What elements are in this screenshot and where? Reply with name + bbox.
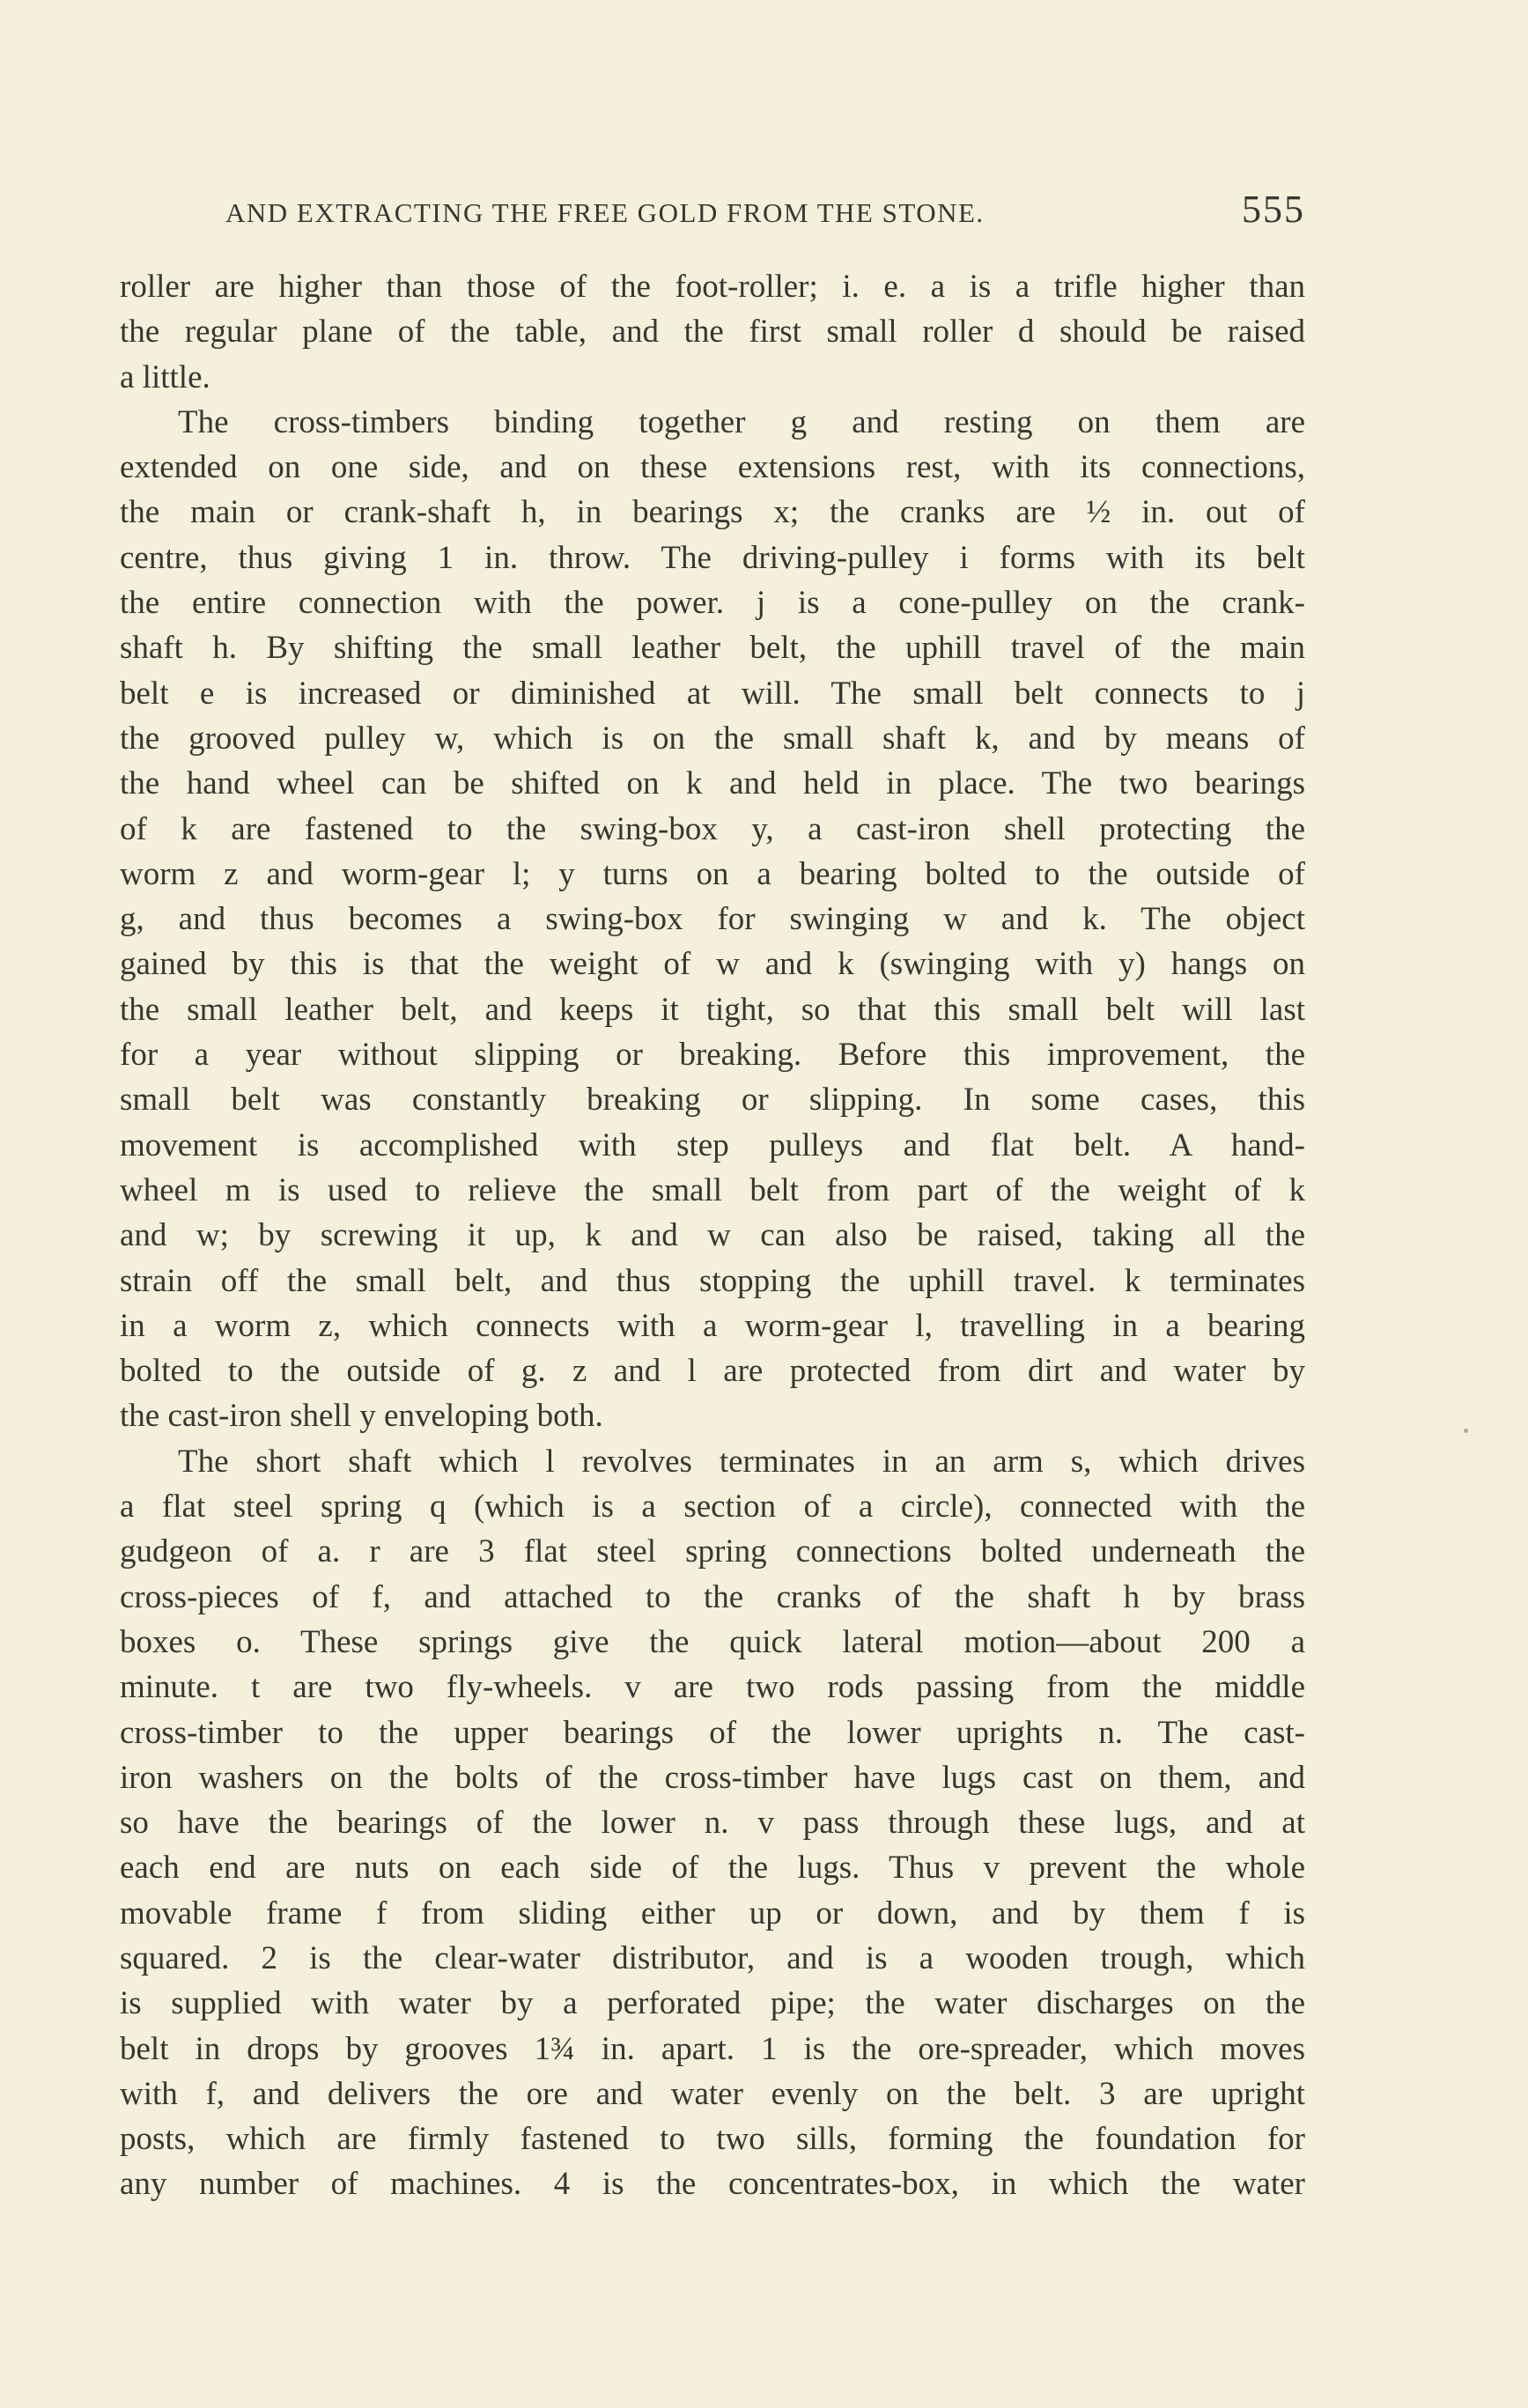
text-line: strain off the small belt, and thus stopping the uphill travel. k terminates [120, 1262, 1305, 1299]
text-line: and w; by screwing it up, k and w can also be raised, taking all the [120, 1217, 1305, 1254]
text-line: any number of machines. 4 is the concentrates-box, in which the water [120, 2166, 1305, 2203]
text-line: roller are higher than those of the foot-roller; i. e. a is a trifle higher than [120, 269, 1305, 305]
text-line: the grooved pulley w, which is on the small shaft k, and by means of [120, 720, 1305, 757]
text-line: movement is accomplished with step pulleys and flat belt. A hand- [120, 1126, 1305, 1163]
text-line: gained by this is that the weight of w and k (swinging with y) hangs on [120, 946, 1305, 983]
text-line: the cast-iron shell y enveloping both. [120, 1398, 603, 1435]
text-line: gudgeon of a. r are 3 flat steel spring connections bolted underneath the [120, 1533, 1305, 1570]
text-line: so have the bearings of the lower n. v pass through these lugs, and at [120, 1805, 1305, 1842]
page-number: 555 [1242, 188, 1305, 231]
text-line: shaft h. By shifting the small leather belt, the uphill travel of the main [120, 630, 1305, 667]
text-line: extended on one side, and on these extensions rest, with its connections, [120, 449, 1305, 486]
text-line: posts, which are firmly fastened to two sills, forming the foundation for [120, 2121, 1305, 2158]
text-line: iron washers on the bolts of the cross-timber have lugs cast on them, and [120, 1759, 1305, 1796]
text-line: bolted to the outside of g. z and l are protected from dirt and water by [120, 1353, 1305, 1390]
text-line: with f, and delivers the ore and water evenly on the belt. 3 are upright [120, 2075, 1305, 2112]
text-line: The cross-timbers binding together g and resting on them are [178, 403, 1305, 440]
paper-blemish [1464, 1429, 1468, 1433]
text-line: The short shaft which l revolves terminates in an arm s, which drives [178, 1443, 1305, 1480]
text-line: for a year without slipping or breaking. Before this improvement, the [120, 1037, 1305, 1074]
text-line: cross-pieces of f, and attached to the cranks of the shaft h by brass [120, 1578, 1305, 1615]
text-line: the main or crank-shaft h, in bearings x; the cranks are ½ in. out of [120, 494, 1305, 531]
text-line: boxes o. These springs give the quick lateral motion—about 200 a [120, 1623, 1305, 1660]
body-text [120, 264, 1305, 2207]
text-line: belt in drops by grooves 1¾ in. apart. 1 is the ore-spreader, which moves [120, 2030, 1305, 2067]
text-line: belt e is increased or diminished at will. The small belt connects to j [120, 675, 1305, 712]
text-line: each end are nuts on each side of the lugs. Thus v prevent the whole [120, 1850, 1305, 1887]
text-line: the entire connection with the power. j is a cone-pulley on the crank- [120, 585, 1305, 622]
text-line: a little. [120, 358, 210, 395]
text-line: of k are fastened to the swing-box y, a cast-iron shell protecting the [120, 810, 1305, 847]
text-line: worm z and worm-gear l; y turns on a bearing bolted to the outside of [120, 855, 1305, 892]
text-line: g, and thus becomes a swing-box for swinging w and k. The object [120, 901, 1305, 938]
text-line: wheel m is used to relieve the small belt from part of the weight of k [120, 1171, 1305, 1208]
text-line: minute. t are two fly-wheels. v are two rods passing from the middle [120, 1669, 1305, 1706]
text-line: cross-timber to the upper bearings of the lower uprights n. The cast- [120, 1714, 1305, 1751]
text-line: a flat steel spring q (which is a section of a circle), connected with the [120, 1488, 1305, 1525]
running-title: AND EXTRACTING THE FREE GOLD FROM THE STONE. [225, 197, 985, 228]
text-line: centre, thus giving 1 in. throw. The driving-pulley i forms with its belt [120, 539, 1305, 576]
text-line: squared. 2 is the clear-water distributor, and is a wooden trough, which [120, 1939, 1305, 1976]
text-line: in a worm z, which connects with a worm-gear l, travelling in a bearing [120, 1307, 1305, 1344]
text-line: is supplied with water by a perforated pipe; the water discharges on the [120, 1985, 1305, 2022]
text-line: the small leather belt, and keeps it tight, so that this small belt will last [120, 991, 1305, 1028]
text-line: the hand wheel can be shifted on k and held in place. The two bearings [120, 765, 1305, 802]
text-line: the regular plane of the table, and the first small roller d should be raised [120, 314, 1305, 351]
running-header [225, 187, 1305, 232]
text-line: small belt was constantly breaking or slipping. In some cases, this [120, 1082, 1305, 1119]
text-line: movable frame f from sliding either up or down, and by them f is [120, 1895, 1305, 1932]
